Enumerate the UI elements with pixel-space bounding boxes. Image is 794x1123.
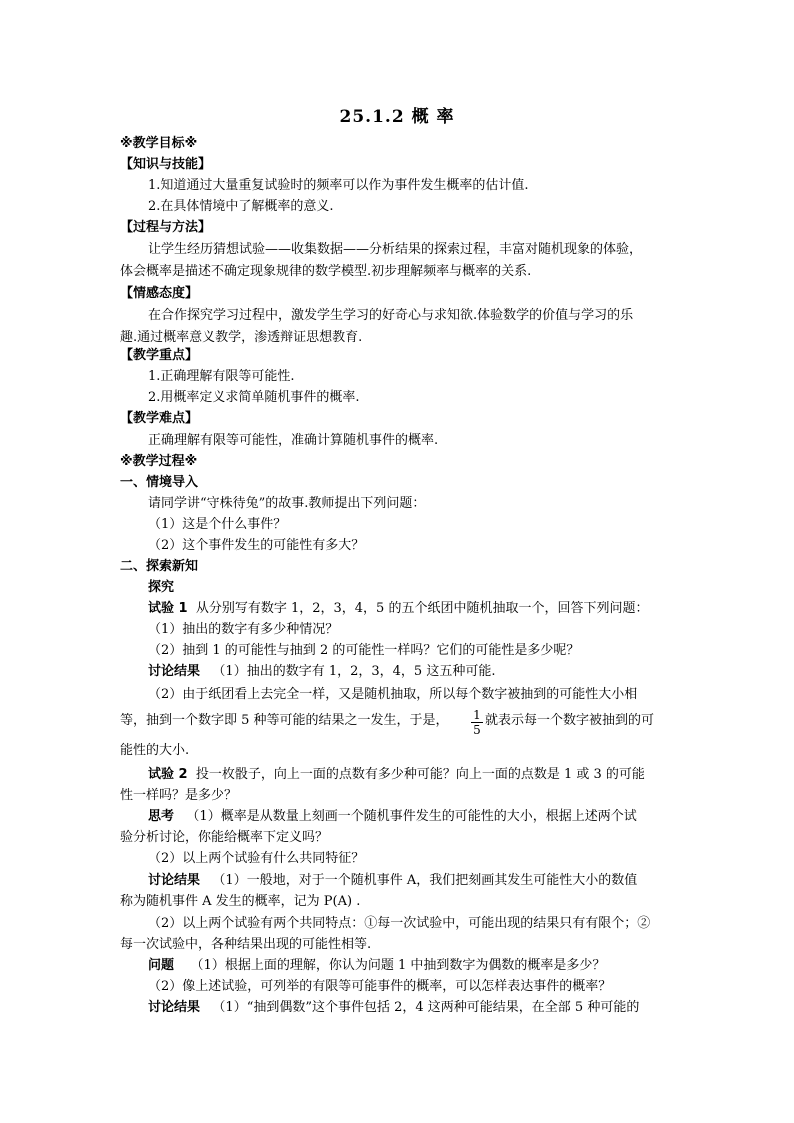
question-line: （1）这是个什么事件？ — [148, 517, 287, 532]
paragraph-line: 请同学讲“守株待兔”的故事.教师提出下列问题： — [148, 496, 426, 511]
question-line: （2）抽到 1 的可能性与抽到 2 的可能性一样吗？它们的可能性是多少呢？ — [148, 643, 580, 658]
fraction-one-fifth — [470, 708, 484, 737]
question-line: （2）这个事件发生的可能性有多大？ — [148, 538, 365, 553]
discussion-1-label: 讨论结果 — [148, 664, 201, 679]
discussion-2-text: （1）一般地，对于一个随机事件 A，我们把刻画其发生可能性大小的数值 — [212, 873, 638, 888]
question-line: （2）以上两个试验有什么共同特征？ — [148, 851, 365, 866]
question-line: （2）像上述试验，可列举的有限等可能事件的概率，可以怎样表达事件的概率？ — [148, 979, 612, 994]
question-line: （1）抽出的数字有多少种情况？ — [148, 622, 339, 637]
section-heading: 一、情境导入 — [120, 475, 199, 490]
key-item: 2.用概率定义求简单随机事件的概率. — [148, 390, 360, 405]
discussion-3-label: 讨论结果 — [148, 1000, 201, 1015]
goals-heading: ※教学目标※ — [120, 136, 198, 151]
page-title: 25.1.2 概 率 — [339, 107, 455, 127]
difficult-heading: 【教学难点】 — [120, 411, 199, 426]
process-section-heading: ※教学过程※ — [120, 454, 198, 469]
discussion-2 — [148, 871, 637, 891]
paragraph-line: 验分析讨论，你能给概率下定义吗？ — [120, 830, 329, 845]
paragraph-line: 就表示每一个数字被抽到的可 — [485, 713, 655, 728]
paragraph-line: 能性的大小. — [120, 743, 190, 758]
experiment-2-label: 试验 2 — [148, 767, 188, 782]
section-heading: 二、探索新知 — [120, 559, 199, 574]
emotion-heading: 【情感态度】 — [120, 286, 199, 301]
fraction-denominator: 5 — [473, 723, 481, 737]
paragraph-line: 等，抽到一个数字即 5 种等可能的结果之一发生，于是， — [120, 713, 449, 728]
paragraph-line: 体会概率是描述不确定现象规律的数学模型.初步理解频率与概率的关系. — [120, 264, 532, 279]
paragraph-line: （2）以上两个试验有两个共同特点：①每一次试验中，可能出现的结果只有有限个；② — [148, 916, 651, 931]
difficult-item: 正确理解有限等可能性，准确计算随机事件的概率. — [148, 433, 439, 448]
think-block — [148, 807, 637, 827]
paragraph-line: 称为随机事件 A 发生的概率，记为 P(A) . — [120, 894, 361, 909]
experiment-1-label: 试验 1 — [148, 601, 188, 616]
fraction-numerator: 1 — [473, 708, 481, 722]
discussion-1 — [148, 662, 495, 682]
process-heading: 【过程与方法】 — [120, 220, 212, 235]
key-item: 1.正确理解有限等可能性. — [148, 369, 295, 384]
question-label: 问题 — [148, 958, 175, 973]
paragraph-line: （2）由于纸团看上去完全一样，又是随机抽取，所以每个数字被抽到的可能性大小相 — [148, 687, 638, 702]
key-heading: 【教学重点】 — [120, 348, 199, 363]
experiment-2-text: 投一枚骰子，向上一面的点数有多少种可能？向上一面的点数是 1 或 3 的可能 — [195, 767, 645, 782]
paragraph-line: 在合作探究学习过程中，激发学生学习的好奇心与求知欲.体验数学的价值与学习的乐 — [148, 308, 634, 323]
knowledge-heading: 【知识与技能】 — [120, 157, 212, 172]
discussion-2-label: 讨论结果 — [148, 873, 201, 888]
paragraph-line: 性一样吗？是多少？ — [120, 788, 238, 803]
discussion-1-text: （1）抽出的数字有 1，2，3，4，5 这五种可能. — [212, 664, 496, 679]
knowledge-item: 2.在具体情境中了解概率的意义. — [148, 199, 334, 214]
think-text: （1）概率是从数量上刻画一个随机事件发生的可能性的大小，根据上述两个试 — [186, 809, 637, 824]
paragraph-line: 每一次试验中，各种结果出现的可能性相等. — [120, 937, 372, 952]
explore-label: 探究 — [148, 580, 175, 595]
question-text: （1）根据上面的理解，你认为问题 1 中抽到数字为偶数的概率是多少？ — [190, 958, 606, 973]
paragraph-line: 让学生经历猜想试验——收集数据——分析结果的探索过程，丰富对随机现象的体验， — [148, 242, 643, 257]
experiment-1-text: 从分别写有数字 1，2，3，4，5 的五个纸团中随机抽取一个，回答下列问题： — [195, 601, 649, 616]
experiment-1 — [148, 599, 648, 619]
think-label: 思考 — [148, 809, 175, 824]
discussion-3 — [148, 998, 639, 1018]
paragraph-line: 趣.通过概率意义教学，渗透辩证思想教育. — [120, 330, 363, 345]
knowledge-item: 1.知道通过大量重复试验时的频率可以作为事件发生概率的估计值. — [148, 178, 529, 193]
discussion-3-text: （1）“抽到偶数”这个事件包括 2，4 这两种可能结果，在全部 5 种可能的 — [212, 1000, 640, 1015]
experiment-2 — [148, 765, 645, 785]
question-block — [148, 956, 605, 976]
